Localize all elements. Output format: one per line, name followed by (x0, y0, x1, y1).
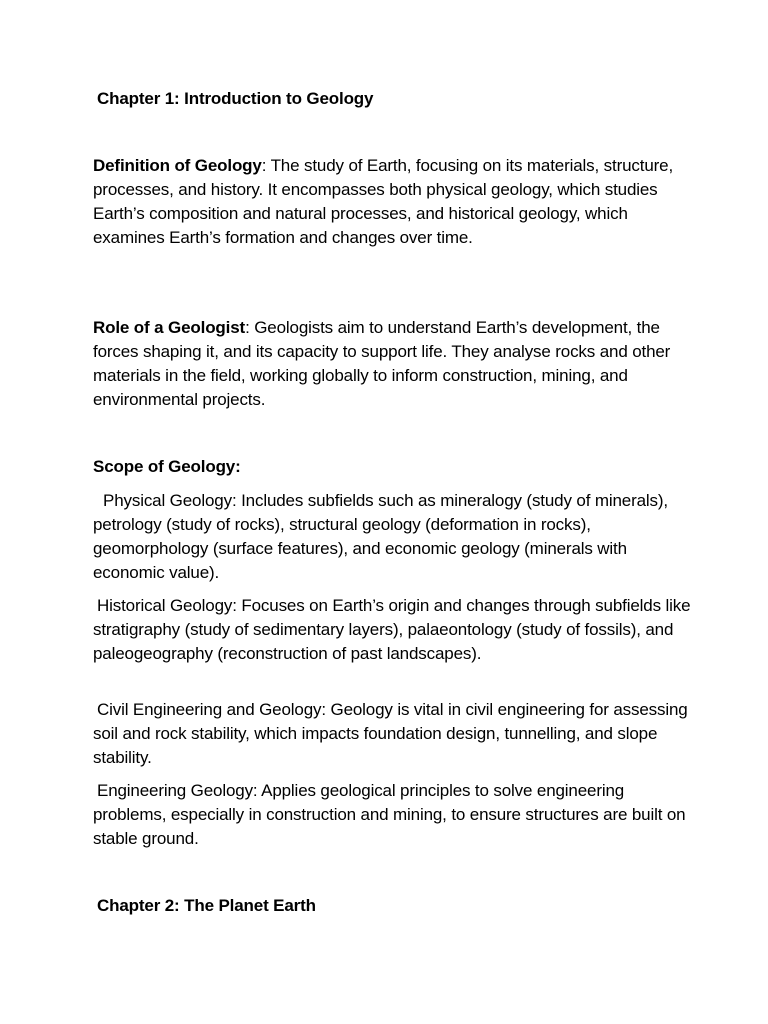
scope-item-engineering (93, 779, 693, 851)
role-text: : Geologists aim to understand Earth’s development, the forces shaping it, and its capacity to support life. They analyse rocks and other materials in the field, working globally to inform construction, mining, and environmental projects. (93, 318, 671, 409)
scope-title: Scope of Geology: (93, 457, 241, 476)
scope-item-historical-text: Historical Geology: Focuses on Earth’s origin and changes through subfields like stratigraphy (study of sedimentary layers), palaeontology (study of fossils), and paleogeography (reconstruction of past landscapes). (93, 596, 691, 663)
chapter-2-title: Chapter 2: The Planet Earth (97, 896, 316, 915)
chapter-1-title: Chapter 1: Introduction to Geology (97, 89, 374, 108)
role-paragraph (93, 316, 693, 412)
scope-item-engineering-text: Engineering Geology: Applies geological principles to solve engineering problems, especially in construction and mining, to ensure structures are built on stable ground. (93, 781, 686, 848)
scope-item-historical (93, 594, 693, 666)
scope-item-civil (93, 698, 693, 770)
definition-text: : The study of Earth, focusing on its materials, structure, processes, and history. It encompasses both physical geology, which studies Earth’s composition and natural processes, and historical geology, which examines Earth’s formation and changes over time. (93, 156, 674, 247)
definition-term: Definition of Geology (93, 156, 262, 175)
scope-item-physical-text: Physical Geology: Includes subfields such as mineralogy (study of minerals), petrology (study of rocks), structural geology (deformation in rocks), geomorphology (surface features), and economic geology (minerals with economic value). (93, 491, 668, 582)
definition-paragraph (93, 154, 693, 250)
scope-item-civil-text: Civil Engineering and Geology: Geology is vital in civil engineering for assessing soil and rock stability, which impacts foundation design, tunnelling, and slope stability. (93, 700, 688, 767)
scope-item-physical (93, 489, 693, 585)
role-term: Role of a Geologist (93, 318, 246, 337)
